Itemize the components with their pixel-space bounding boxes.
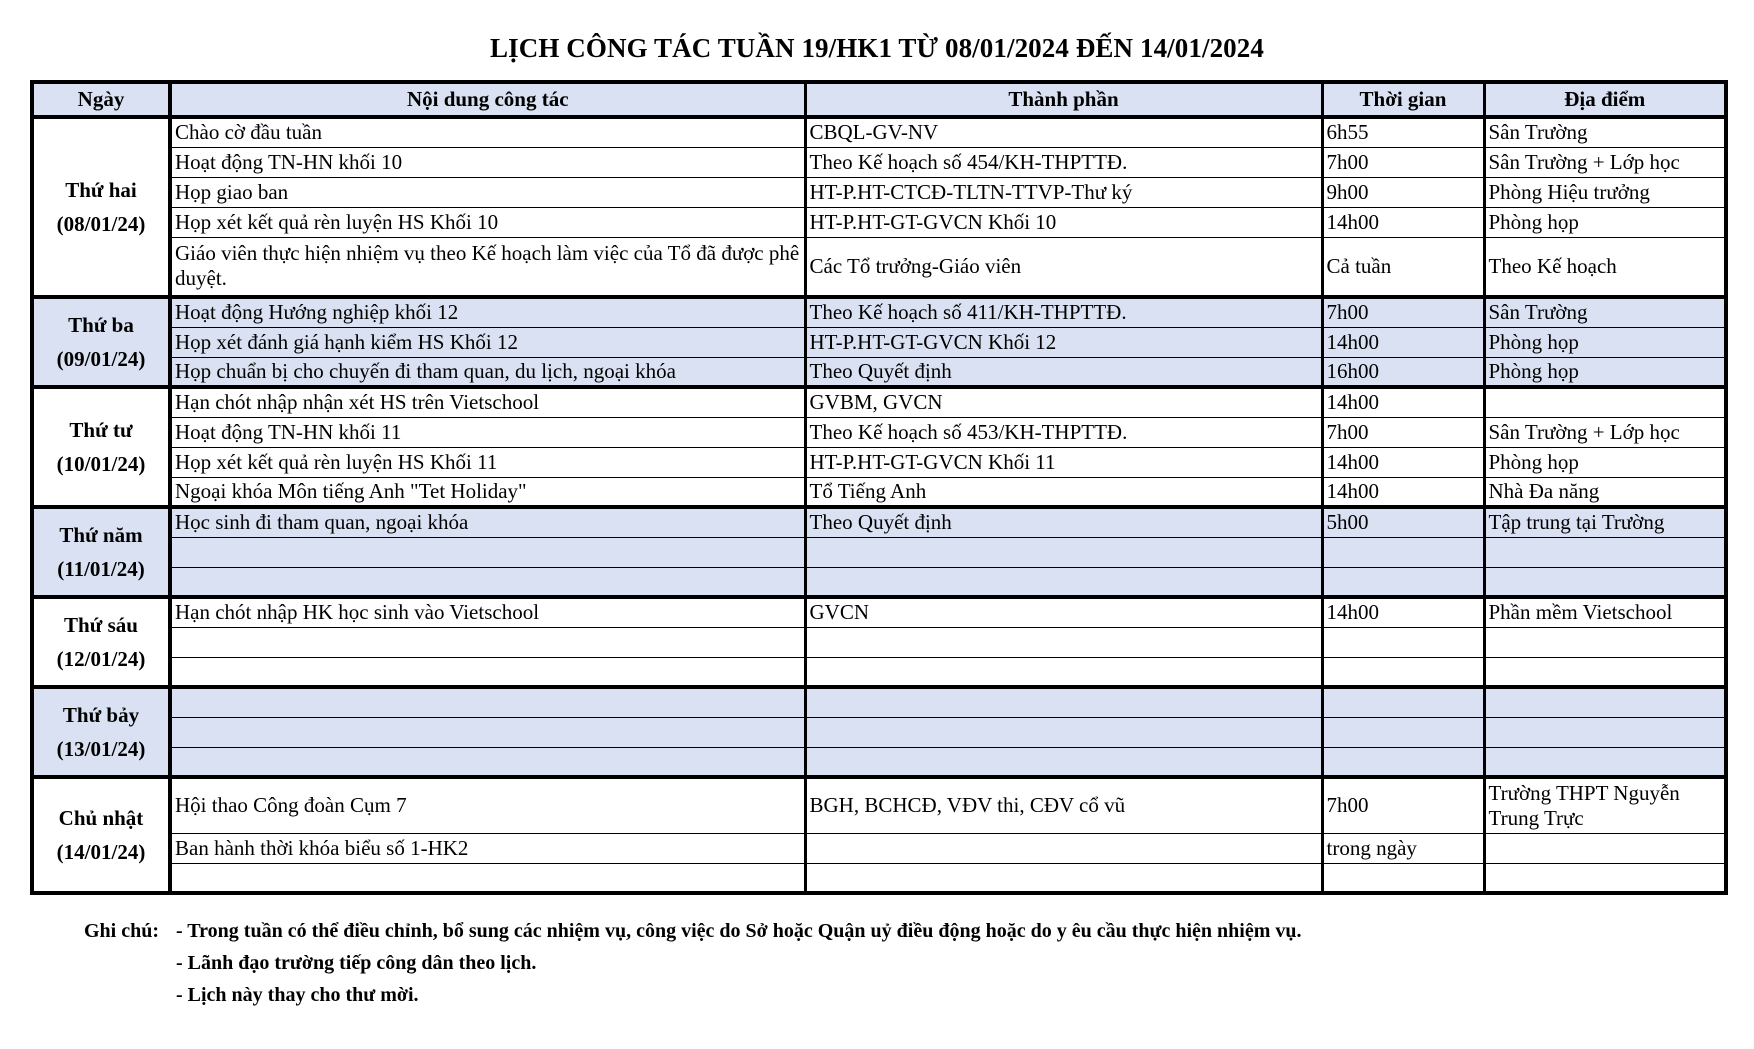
time-cell: 16h00: [1322, 357, 1484, 387]
content-cell: Hội thao Công đoàn Cụm 7: [170, 777, 805, 833]
time-cell: 7h00: [1322, 417, 1484, 447]
table-row: [32, 357, 1726, 387]
table-row: [32, 537, 1726, 567]
table-row: [32, 657, 1726, 687]
location-cell: Phòng họp: [1484, 327, 1726, 357]
location-cell: [1484, 657, 1726, 687]
content-cell: Hoạt động TN-HN khối 10: [170, 147, 805, 177]
content-cell: [170, 687, 805, 717]
location-cell: [1484, 627, 1726, 657]
time-cell: 14h00: [1322, 447, 1484, 477]
table-row: [32, 417, 1726, 447]
location-cell: Sân Trường + Lớp học: [1484, 417, 1726, 447]
time-cell: 6h55: [1322, 117, 1484, 147]
participants-cell: [805, 833, 1322, 863]
day-name: Thứ tư: [69, 418, 133, 442]
table-row: [32, 833, 1726, 863]
participants-cell: [805, 687, 1322, 717]
table-row: [32, 117, 1726, 147]
content-cell: Họp xét kết quả rèn luyện HS Khối 10: [170, 207, 805, 237]
time-cell: 7h00: [1322, 297, 1484, 327]
time-cell: [1322, 627, 1484, 657]
day-name: Thứ ba: [68, 313, 134, 337]
content-cell: [170, 537, 805, 567]
participants-cell: Theo Kế hoạch số 454/KH-THPTTĐ.: [805, 147, 1322, 177]
table-row: [32, 627, 1726, 657]
note-item: - Lãnh đạo trường tiếp công dân theo lịch.: [176, 952, 537, 974]
table-row: [32, 567, 1726, 597]
time-cell: [1322, 717, 1484, 747]
day-date: (13/01/24): [56, 737, 146, 761]
table-row: [32, 477, 1726, 507]
location-cell: Theo Kế hoạch: [1484, 237, 1726, 297]
content-cell: Giáo viên thực hiện nhiệm vụ theo Kế hoạch làm việc của Tổ đã được phê duyệt.: [170, 237, 805, 297]
header-location: Địa điểm: [1484, 82, 1726, 117]
location-cell: [1484, 833, 1726, 863]
day-cell: [32, 297, 170, 387]
header-row: [32, 82, 1726, 117]
time-cell: 14h00: [1322, 387, 1484, 417]
table-row: [32, 237, 1726, 297]
time-cell: [1322, 863, 1484, 893]
location-cell: [1484, 687, 1726, 717]
participants-cell: HT-P.HT-GT-GVCN Khối 10: [805, 207, 1322, 237]
location-cell: Phần mềm Vietschool: [1484, 597, 1726, 627]
day-date: (14/01/24): [56, 840, 146, 864]
table-row: [32, 207, 1726, 237]
day-date: (11/01/24): [57, 557, 145, 581]
time-cell: Cả tuần: [1322, 237, 1484, 297]
participants-cell: [805, 747, 1322, 777]
note-item: - Trong tuần có thể điều chỉnh, bổ sung các nhiệm vụ, công việc do Sở hoặc Quận uỷ điều động hoặc do y êu cầu thực hiện nhiệm vụ.: [176, 920, 1302, 942]
time-cell: 5h00: [1322, 507, 1484, 537]
time-cell: 7h00: [1322, 777, 1484, 833]
header-participants: Thành phần: [805, 82, 1322, 117]
day-cell: [32, 387, 170, 507]
location-cell: [1484, 567, 1726, 597]
time-cell: 14h00: [1322, 477, 1484, 507]
location-cell: Sân Trường: [1484, 117, 1726, 147]
participants-cell: Theo Quyết định: [805, 507, 1322, 537]
location-cell: [1484, 537, 1726, 567]
day-name: Thứ bảy: [62, 703, 140, 727]
day-cell: [32, 777, 170, 893]
header-time: Thời gian: [1322, 82, 1484, 117]
content-cell: [170, 717, 805, 747]
table-row: [32, 447, 1726, 477]
content-cell: Chào cờ đầu tuần: [170, 117, 805, 147]
content-cell: [170, 747, 805, 777]
table-row: [32, 717, 1726, 747]
table-row: [32, 327, 1726, 357]
participants-cell: GVBM, GVCN: [805, 387, 1322, 417]
content-cell: Họp giao ban: [170, 177, 805, 207]
location-cell: Sân Trường + Lớp học: [1484, 147, 1726, 177]
day-cell: [32, 687, 170, 777]
day-date: (09/01/24): [56, 347, 146, 371]
participants-cell: HT-P.HT-GT-GVCN Khối 11: [805, 447, 1322, 477]
table-row: [32, 147, 1726, 177]
day-name: Chủ nhật: [58, 806, 144, 830]
participants-cell: Tổ Tiếng Anh: [805, 477, 1322, 507]
table-row: [32, 387, 1726, 417]
content-cell: Hạn chót nhập nhận xét HS trên Vietschool: [170, 387, 805, 417]
participants-cell: [805, 627, 1322, 657]
participants-cell: [805, 537, 1322, 567]
table-row: [32, 507, 1726, 537]
content-cell: Học sinh đi tham quan, ngoại khóa: [170, 507, 805, 537]
content-cell: Ngoại khóa Môn tiếng Anh "Tet Holiday": [170, 477, 805, 507]
content-cell: [170, 627, 805, 657]
day-name: Thứ sáu: [64, 613, 138, 637]
location-cell: Phòng họp: [1484, 447, 1726, 477]
location-cell: Nhà Đa năng: [1484, 477, 1726, 507]
day-date: (12/01/24): [56, 647, 146, 671]
time-cell: 14h00: [1322, 207, 1484, 237]
content-cell: Hoạt động TN-HN khối 11: [170, 417, 805, 447]
location-cell: Phòng họp: [1484, 207, 1726, 237]
note-item: - Lịch này thay cho thư mời.: [176, 984, 419, 1006]
content-cell: [170, 863, 805, 893]
content-cell: Họp xét đánh giá hạnh kiểm HS Khối 12: [170, 327, 805, 357]
content-cell: Hoạt động Hướng nghiệp khối 12: [170, 297, 805, 327]
location-cell: [1484, 387, 1726, 417]
time-cell: 7h00: [1322, 147, 1484, 177]
page-title: LỊCH CÔNG TÁC TUẦN 19/HK1 TỪ 08/01/2024 ĐẾN 14/01/2024: [490, 33, 1264, 63]
time-cell: 9h00: [1322, 177, 1484, 207]
table-row: [32, 597, 1726, 627]
location-cell: [1484, 747, 1726, 777]
content-cell: Ban hành thời khóa biểu số 1-HK2: [170, 833, 805, 863]
content-cell: Hạn chót nhập HK học sinh vào Vietschool: [170, 597, 805, 627]
day-cell: [32, 117, 170, 297]
participants-cell: HT-P.HT-CTCĐ-TLTN-TTVP-Thư ký: [805, 177, 1322, 207]
table-row: [32, 747, 1726, 777]
time-cell: 14h00: [1322, 327, 1484, 357]
day-date: (08/01/24): [56, 212, 146, 236]
time-cell: 14h00: [1322, 597, 1484, 627]
participants-cell: [805, 717, 1322, 747]
table-row: [32, 777, 1726, 833]
location-cell: Trường THPT Nguyễn Trung Trực: [1484, 777, 1726, 833]
participants-cell: HT-P.HT-GT-GVCN Khối 12: [805, 327, 1322, 357]
time-cell: [1322, 567, 1484, 597]
table-row: [32, 863, 1726, 893]
participants-cell: Theo Quyết định: [805, 357, 1322, 387]
participants-cell: GVCN: [805, 597, 1322, 627]
schedule-table: [30, 80, 1728, 895]
day-date: (10/01/24): [56, 452, 146, 476]
day-cell: [32, 507, 170, 597]
location-cell: [1484, 863, 1726, 893]
day-name: Thứ năm: [59, 523, 143, 547]
participants-cell: CBQL-GV-NV: [805, 117, 1322, 147]
location-cell: Tập trung tại Trường: [1484, 507, 1726, 537]
location-cell: Sân Trường: [1484, 297, 1726, 327]
day-name: Thứ hai: [65, 178, 137, 202]
content-cell: Họp chuẩn bị cho chuyến đi tham quan, du lịch, ngoại khóa: [170, 357, 805, 387]
day-cell: [32, 597, 170, 687]
content-cell: [170, 657, 805, 687]
participants-cell: Các Tổ trưởng-Giáo viên: [805, 237, 1322, 297]
content-cell: [170, 567, 805, 597]
location-cell: Phòng Hiệu trưởng: [1484, 177, 1726, 207]
participants-cell: [805, 567, 1322, 597]
time-cell: [1322, 537, 1484, 567]
content-cell: Họp xét kết quả rèn luyện HS Khối 11: [170, 447, 805, 477]
participants-cell: Theo Kế hoạch số 411/KH-THPTTĐ.: [805, 297, 1322, 327]
header-content: Nội dung công tác: [170, 82, 805, 117]
time-cell: [1322, 687, 1484, 717]
location-cell: Phòng họp: [1484, 357, 1726, 387]
participants-cell: BGH, BCHCĐ, VĐV thi, CĐV cổ vũ: [805, 777, 1322, 833]
table-row: [32, 177, 1726, 207]
time-cell: [1322, 747, 1484, 777]
table-row: [32, 687, 1726, 717]
participants-cell: [805, 657, 1322, 687]
participants-cell: Theo Kế hoạch số 453/KH-THPTTĐ.: [805, 417, 1322, 447]
time-cell: [1322, 657, 1484, 687]
table-row: [32, 297, 1726, 327]
header-day: Ngày: [32, 82, 170, 117]
location-cell: [1484, 717, 1726, 747]
notes-label: Ghi chú:: [84, 920, 160, 942]
participants-cell: [805, 863, 1322, 893]
time-cell: trong ngày: [1322, 833, 1484, 863]
